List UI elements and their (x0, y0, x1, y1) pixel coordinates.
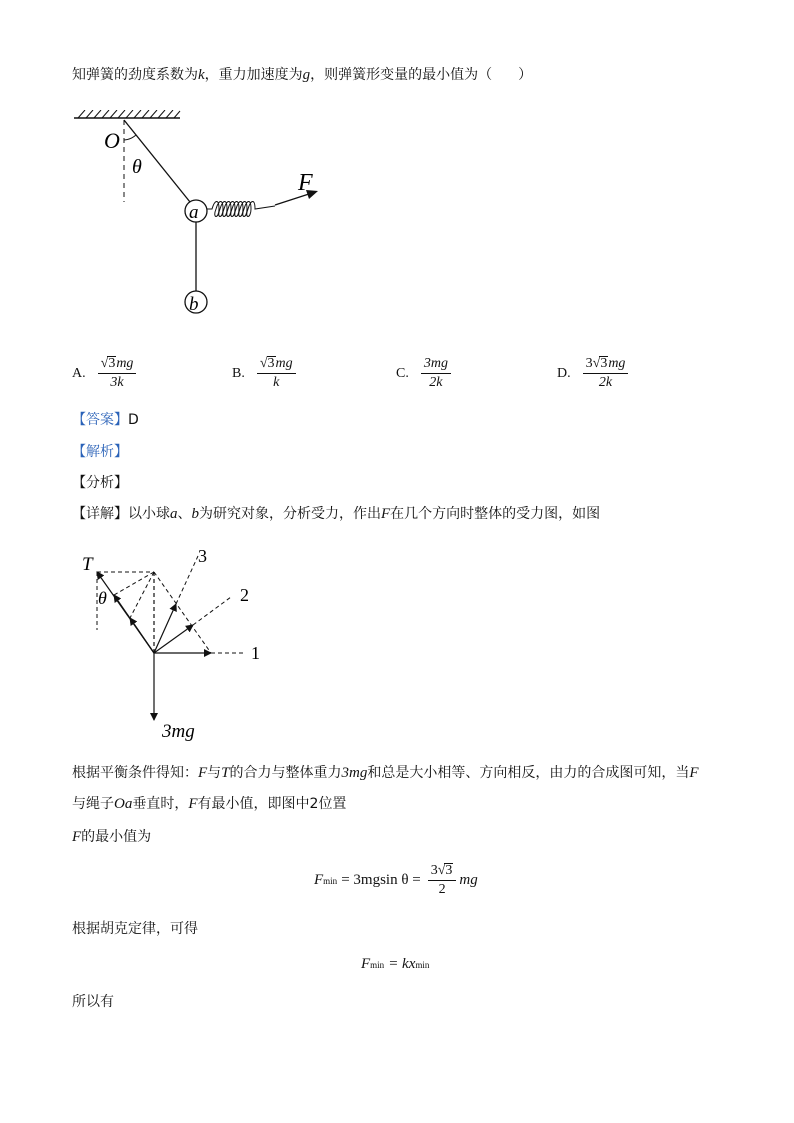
label-o: O (104, 128, 120, 153)
equation-hooke: F min = kx min (361, 956, 430, 972)
figure-force-diagram (76, 542, 276, 747)
var-k: k (198, 67, 205, 83)
para-equilibrium-2: 与绳子Oa垂直时，F有最小值，即图中2位置 (72, 796, 347, 812)
label-1: 1 (251, 643, 260, 663)
figure-pendulum-spring (70, 110, 340, 325)
detail-label: 【详解】 (72, 506, 128, 522)
answer-line (72, 411, 139, 429)
detail-line: 【详解】以小球a、b为研究对象，分析受力，作出F在几个方向时整体的受力图，如图 (72, 506, 601, 522)
answer-value: D (128, 412, 139, 428)
angle-arc (124, 135, 136, 140)
question-text: 知弹簧的劲度系数为 (72, 67, 198, 83)
label-theta: θ (98, 588, 107, 608)
question-text: ，重力加速度为 (204, 67, 303, 83)
option-a[interactable] (72, 355, 136, 392)
label-theta: θ (132, 156, 142, 178)
analysis-label: 【解析】 (72, 444, 128, 460)
option-b[interactable] (232, 355, 296, 392)
option-letter: D. (557, 365, 571, 381)
question-line (72, 66, 532, 84)
tension-t-3 (114, 595, 154, 653)
option-fraction: $\frac{3mg}{2k}$ (421, 355, 451, 392)
option-letter: B. (232, 365, 245, 381)
question-text: ，则弹簧形变量的最小值为（ (310, 67, 493, 83)
option-c[interactable] (396, 355, 451, 392)
equation-fmin: F min = 3mgsin θ = $\frac{3√3}{2}$ mg (314, 863, 478, 897)
answer-label: 【答案】 (72, 412, 128, 428)
option-fraction: $\frac{3√3mg}{2k}$ (583, 355, 629, 392)
para-equilibrium-1: 根据平衡条件得知：F与T的合力与整体重力3mg和总是大小相等、方向相反，由力的合成图可知，当F (72, 765, 699, 781)
para-fmin-intro: F的最小值为 (72, 829, 152, 845)
var-g: g (302, 67, 311, 83)
label-3: 3 (198, 546, 207, 566)
option-letter: C. (396, 365, 409, 381)
label-weight: 3mg (162, 721, 195, 742)
label-b: b (189, 294, 199, 315)
para-hooke: 根据胡克定律，可得 (72, 921, 198, 937)
para-therefore: 所以有 (72, 994, 114, 1010)
option-fraction: $\frac{√3mg}{k}$ (257, 355, 296, 392)
spring (207, 202, 275, 217)
question-text: ） (518, 67, 533, 83)
fenxi-label: 【分析】 (72, 475, 128, 491)
option-letter: A. (72, 365, 86, 381)
label-a: a (189, 202, 199, 223)
option-d[interactable] (557, 355, 628, 392)
label-t: T (82, 554, 93, 575)
label-f: F (298, 170, 313, 196)
ceiling-hatch (78, 110, 180, 118)
label-2: 2 (240, 585, 249, 605)
option-fraction: $\frac{√3mg}{3k}$ (98, 355, 137, 392)
dashed-line-to-1 (154, 572, 211, 653)
